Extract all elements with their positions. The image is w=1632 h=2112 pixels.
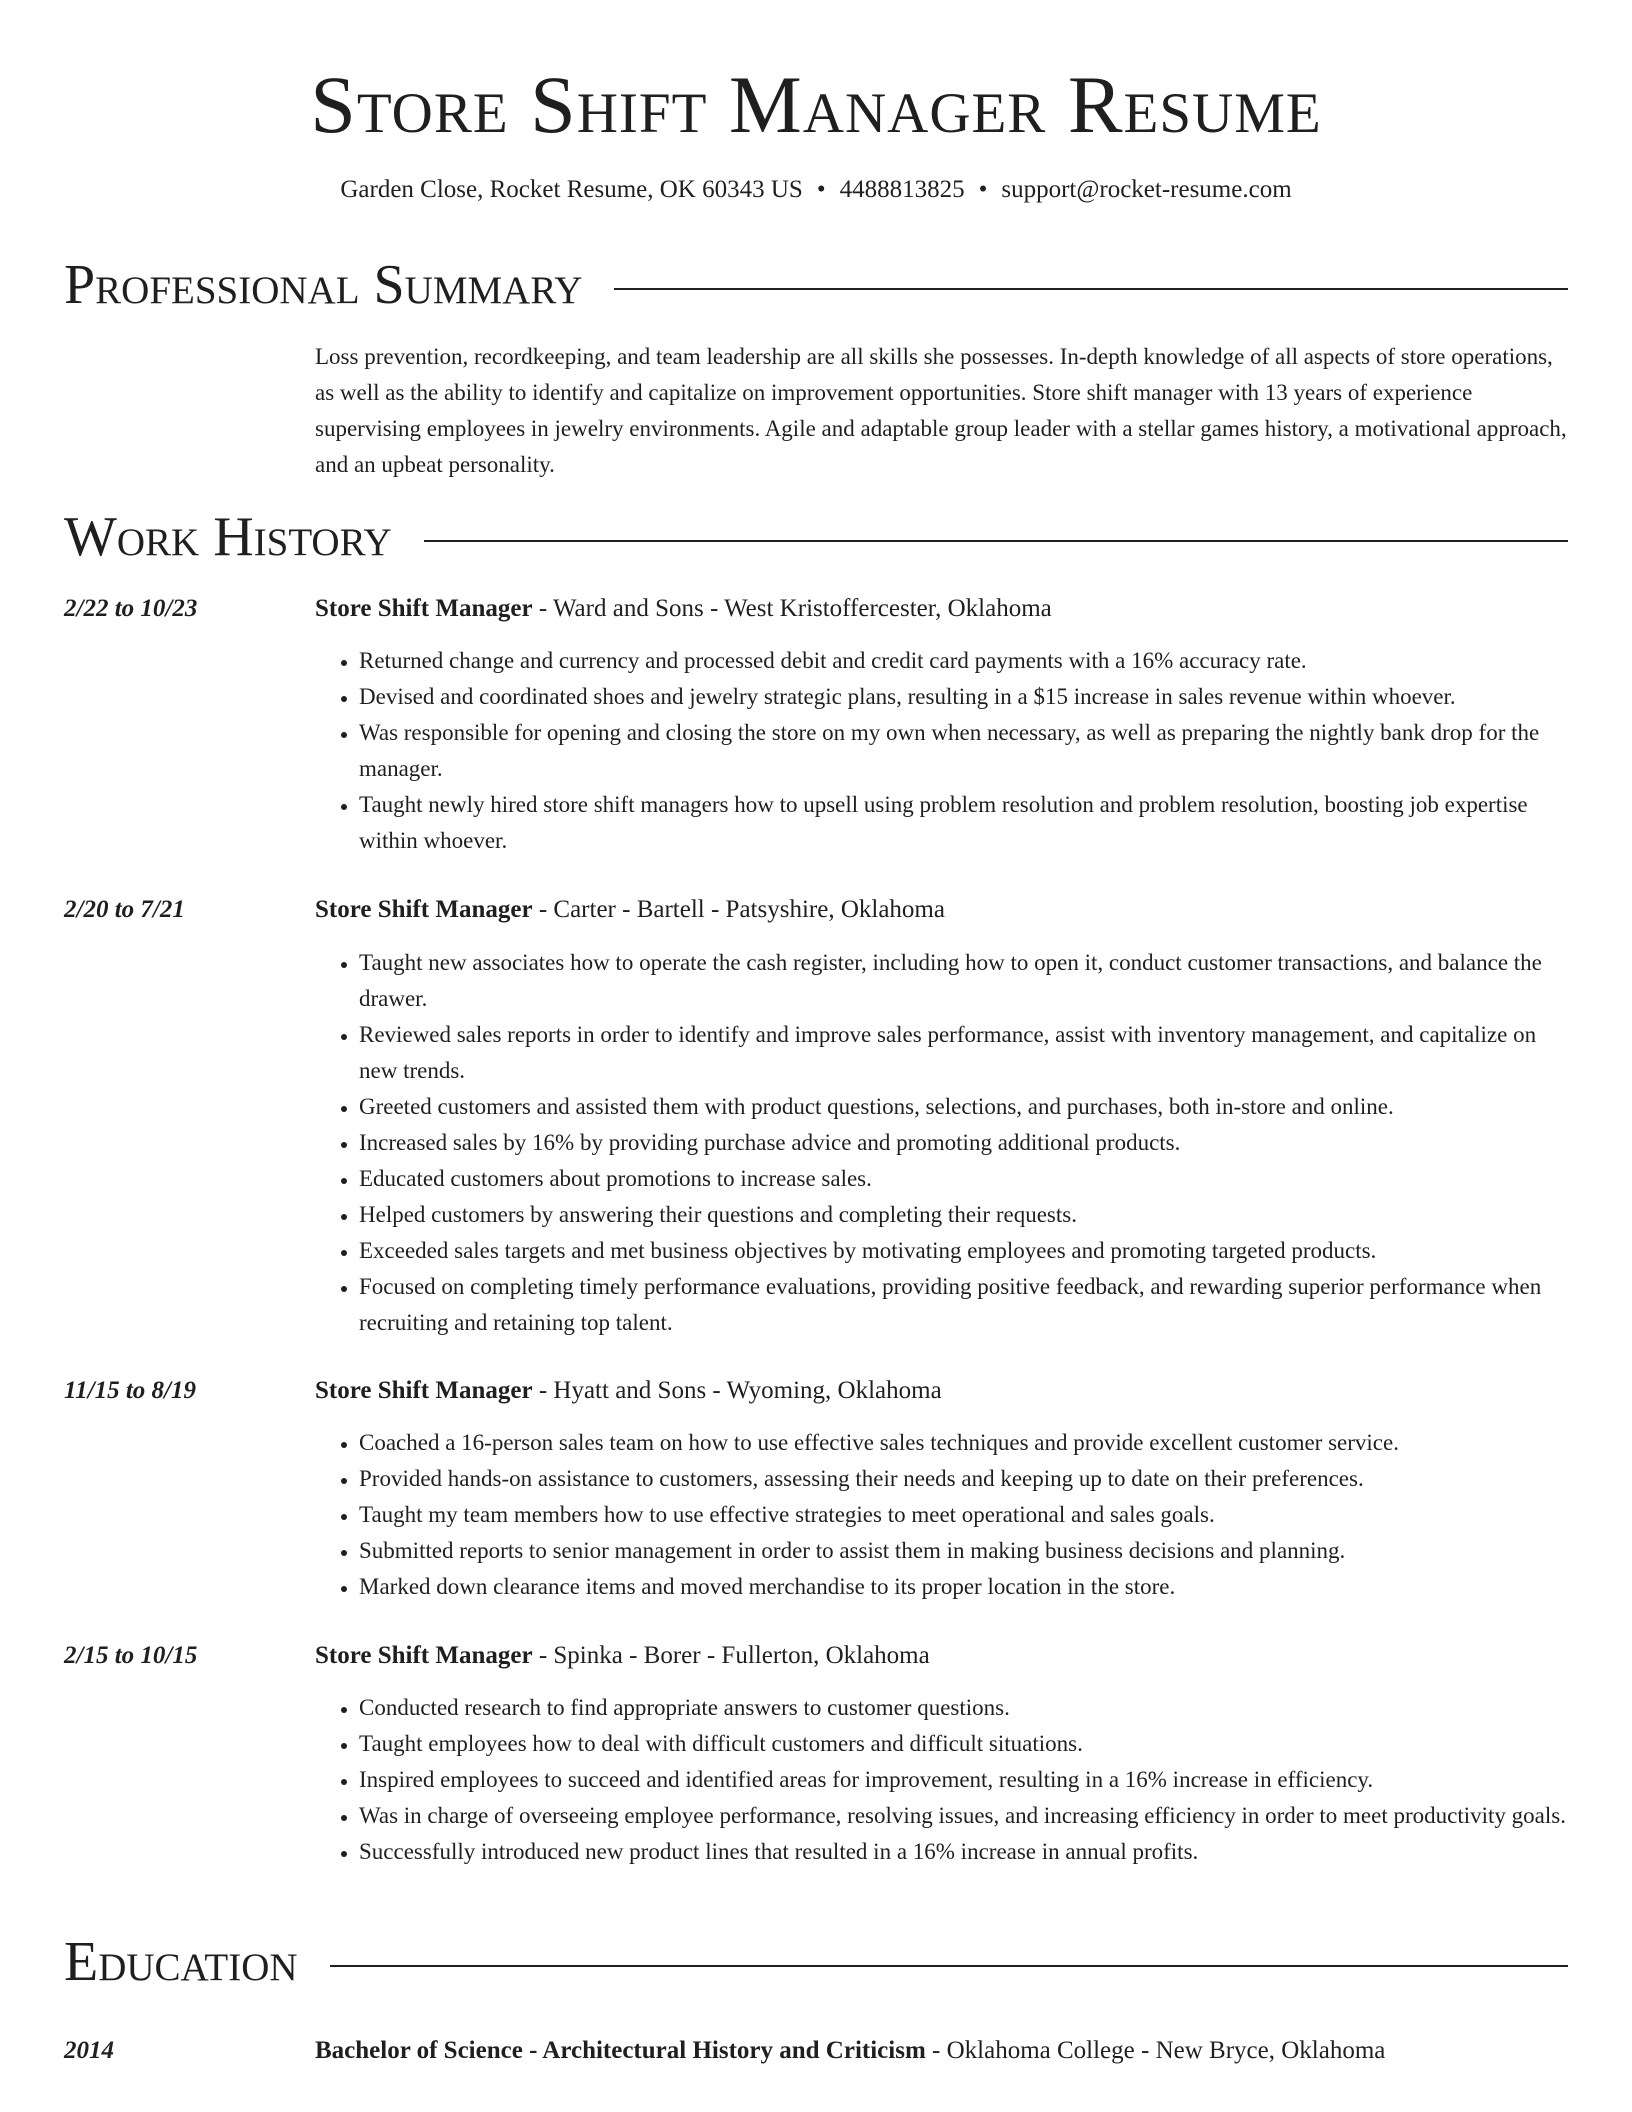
job-title-line	[315, 592, 1052, 626]
job-employer: - Spinka - Borer - Fullerton, Oklahoma	[532, 1642, 930, 1669]
job-bullet: • Was responsible for opening and closing the store on my own when necessary, as well as preparing the nightly bank drop for the manager.	[359, 715, 1571, 787]
contact-phone: 4488813825	[839, 176, 965, 203]
job-bullet: • Taught new associates how to operate the cash register, including how to open it, conduct customer transactions, and balance the drawer.	[359, 945, 1571, 1017]
job-title-line	[315, 1639, 930, 1673]
job-employer: - Carter - Bartell - Patsyshire, Oklahoma	[532, 896, 945, 923]
job-bullet: • Was in charge of overseeing employee performance, resolving issues, and increasing efficiency in order to meet productivity goals.	[359, 1798, 1571, 1834]
job-bullet: • Successfully introduced new product lines that resulted in a 16% increase in annual profits.	[359, 1834, 1571, 1870]
job-bullets	[315, 643, 1571, 859]
job-title: Store Shift Manager	[315, 896, 533, 923]
job-bullet: • Greeted customers and assisted them with product questions, selections, and purchases, both in-store and online.	[359, 1089, 1571, 1125]
job-bullet: • Devised and coordinated shoes and jewelry strategic plans, resulting in a $15 increase in sales revenue within whoever.	[359, 679, 1571, 715]
contact-separator: •	[816, 176, 826, 203]
job-bullet: • Taught my team members how to use effective strategies to meet operational and sales goals.	[359, 1497, 1571, 1533]
job-employer: - Ward and Sons - West Kristoffercester, Oklahoma	[532, 595, 1052, 622]
job-bullet: • Coached a 16-person sales team on how to use effective sales techniques and provide excellent customer service.	[359, 1425, 1571, 1461]
job-bullet: • Exceeded sales targets and met business objectives by motivating employees and promoting targeted products.	[359, 1233, 1571, 1269]
job-bullet: • Marked down clearance items and moved merchandise to its proper location in the store.	[359, 1569, 1571, 1605]
summary-section-header	[64, 255, 1568, 315]
education-date: 2014	[64, 2037, 114, 2064]
job-bullet: • Provided hands-on assistance to customers, assessing their needs and keeping up to date on their preferences.	[359, 1461, 1571, 1497]
job-bullet: • Submitted reports to senior management in order to assist them in making business decisions and planning.	[359, 1533, 1571, 1569]
job-title: Store Shift Manager	[315, 595, 533, 622]
job-bullet: • Conducted research to find appropriate answers to customer questions.	[359, 1690, 1571, 1726]
job-bullet: • Taught newly hired store shift managers how to upsell using problem resolution and problem resolution, boosting job expertise within whoever.	[359, 787, 1571, 859]
job-bullets	[315, 945, 1571, 1341]
education-section-header	[64, 1932, 1568, 1992]
job-bullet: • Returned change and currency and processed debit and credit card payments with a 16% accuracy rate.	[359, 643, 1571, 679]
job-date: 11/15 to 8/19	[64, 1377, 196, 1404]
resume-title: Store Shift Manager Resume	[310, 59, 1322, 150]
section-divider	[330, 1965, 1568, 1967]
section-divider	[614, 288, 1568, 290]
job-date: 2/20 to 7/21	[64, 896, 185, 923]
job-bullet: • Helped customers by answering their questions and completing their requests.	[359, 1197, 1571, 1233]
summary-heading: Professional Summary	[64, 254, 583, 316]
summary-text: Loss prevention, recordkeeping, and team leadership are all skills she possesses. In-depth knowledge of all aspects of store operations, as well as the ability to identify and capitalize on improvement opportunities. Store shift manager with 13 years of experience supervising employees in jewelry environments. Agile and adaptable group leader with a stellar games history, a motivational approach, and an upbeat personality.	[315, 344, 1567, 477]
job-bullets	[315, 1425, 1571, 1605]
job-date: 2/15 to 10/15	[64, 1642, 198, 1669]
contact-line	[0, 173, 1632, 207]
education-degree: Bachelor of Science - Architectural History and Criticism	[315, 2037, 926, 2064]
contact-email: support@rocket-resume.com	[1001, 176, 1292, 203]
job-bullet: • Educated customers about promotions to increase sales.	[359, 1161, 1571, 1197]
job-employer: - Hyatt and Sons - Wyoming, Oklahoma	[532, 1377, 942, 1404]
job-bullets	[315, 1690, 1571, 1870]
job-bullet: • Taught employees how to deal with difficult customers and difficult situations.	[359, 1726, 1571, 1762]
job-bullet: • Reviewed sales reports in order to identify and improve sales performance, assist with inventory management, and capitalize on new trends.	[359, 1017, 1571, 1089]
job-date: 2/22 to 10/23	[64, 595, 198, 622]
education-heading: Education	[64, 1931, 298, 1993]
work-section-header	[64, 507, 1568, 567]
job-bullet: • Inspired employees to succeed and identified areas for improvement, resulting in a 16% increase in efficiency.	[359, 1762, 1571, 1798]
contact-separator: •	[978, 176, 988, 203]
work-heading: Work History	[64, 506, 392, 568]
job-title-line	[315, 893, 945, 927]
job-bullet: • Increased sales by 16% by providing purchase advice and promoting additional products.	[359, 1125, 1571, 1161]
job-title: Store Shift Manager	[315, 1642, 533, 1669]
education-title-line	[315, 2034, 1385, 2068]
education-school: - Oklahoma College - New Bryce, Oklahoma	[925, 2037, 1386, 2064]
section-divider	[424, 540, 1568, 542]
job-title: Store Shift Manager	[315, 1377, 533, 1404]
job-bullet: • Focused on completing timely performance evaluations, providing positive feedback, and rewarding superior performance when recruiting and retaining top talent.	[359, 1269, 1571, 1341]
job-title-line	[315, 1374, 942, 1408]
contact-address: Garden Close, Rocket Resume, OK 60343 US	[340, 176, 803, 203]
